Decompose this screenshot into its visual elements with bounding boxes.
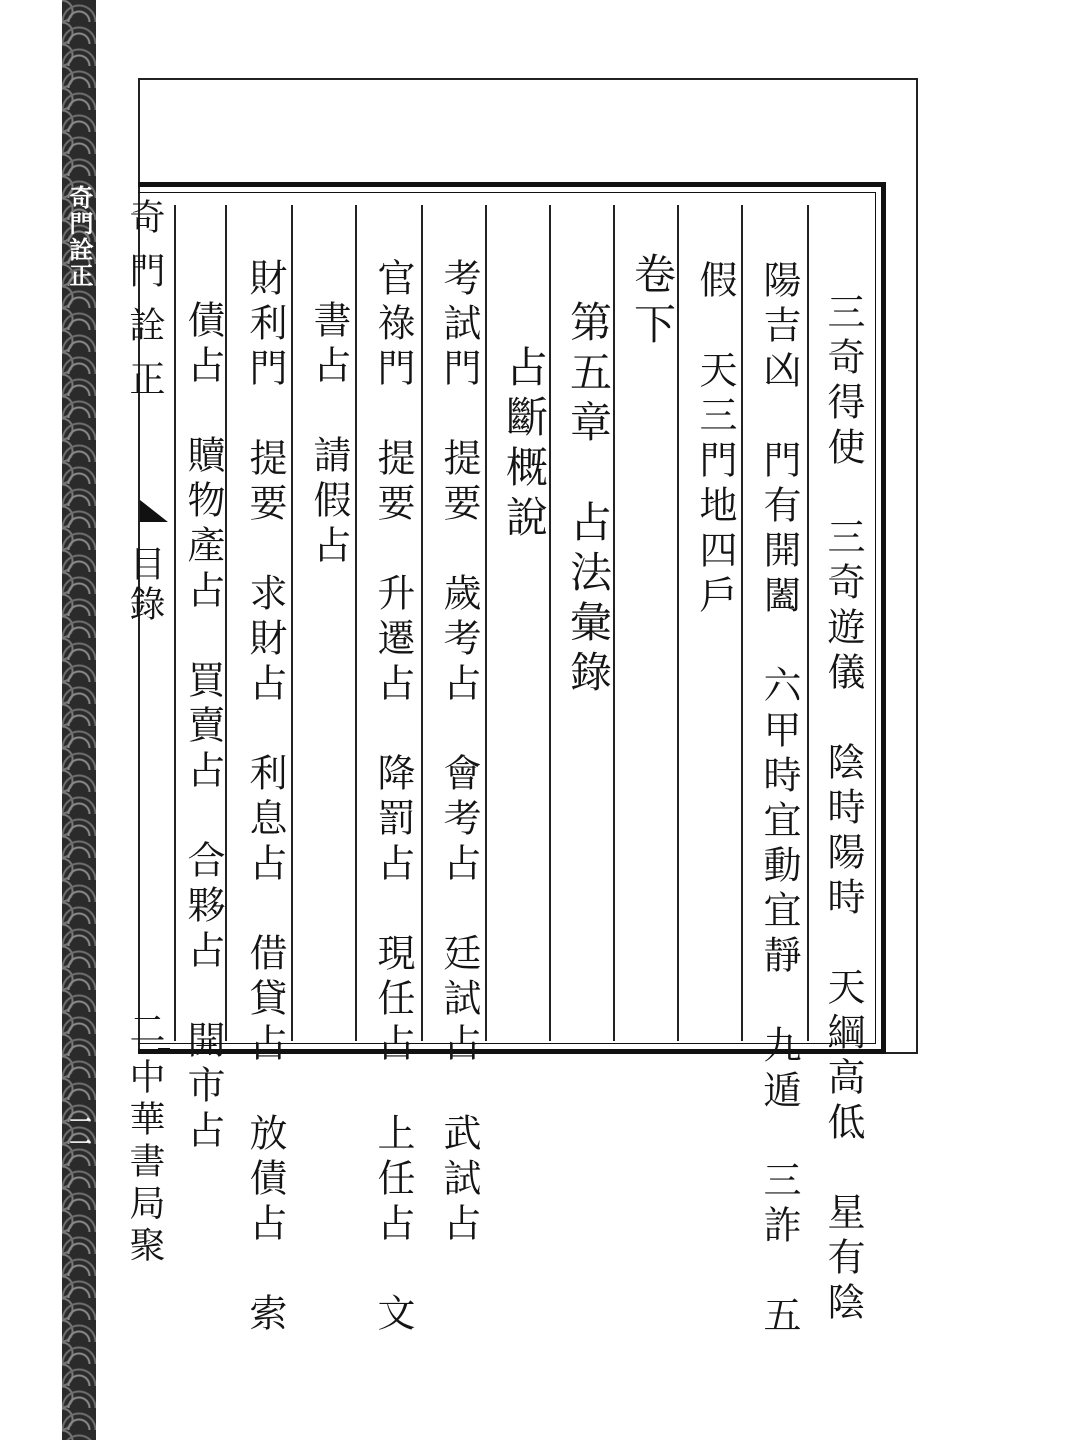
margin-bar	[158, 1048, 170, 1052]
binding-page-number: 一一	[66, 1110, 92, 1154]
chapter-heading: 第五章 占法彙錄	[564, 300, 613, 700]
margin-book-title: 奇門詮正	[124, 198, 165, 414]
toc-column: 陽吉凶 門有開闔 六甲時宜動宜靜 九遁 三詐 五	[757, 260, 801, 1340]
column-rule	[549, 205, 551, 1041]
binding-title: 奇門詮正	[65, 185, 94, 289]
margin-section-title: 目錄	[124, 545, 165, 625]
toc-column: 官祿門 提要 升遷占 降罰占 現任占 上任占 文	[371, 258, 415, 1338]
margin-page-number: 二	[124, 1010, 165, 1046]
toc-column: 三奇得使 三奇遊儀 陰時陽時 天綱高低 星有陰	[821, 292, 865, 1327]
toc-column: 財利門 提要 求財占 利息占 借貸占 放債占 索	[243, 258, 287, 1338]
toc-column: 債占 贖物產占 買賣占 合夥占 開市占	[181, 300, 225, 1155]
column-rule	[807, 205, 809, 1041]
toc-column: 書占 請假占	[307, 300, 351, 570]
volume-heading: 卷下	[628, 252, 677, 352]
column-rule	[421, 205, 423, 1041]
fishtail-mark	[140, 500, 168, 522]
margin-publisher: 中華書局聚	[124, 1058, 165, 1268]
toc-column: 假 天三門地四戶	[693, 260, 737, 620]
section-heading: 占斷概說	[500, 345, 549, 545]
toc-column: 考試門 提要 歲考占 會考占 廷試占 武試占	[437, 258, 481, 1248]
